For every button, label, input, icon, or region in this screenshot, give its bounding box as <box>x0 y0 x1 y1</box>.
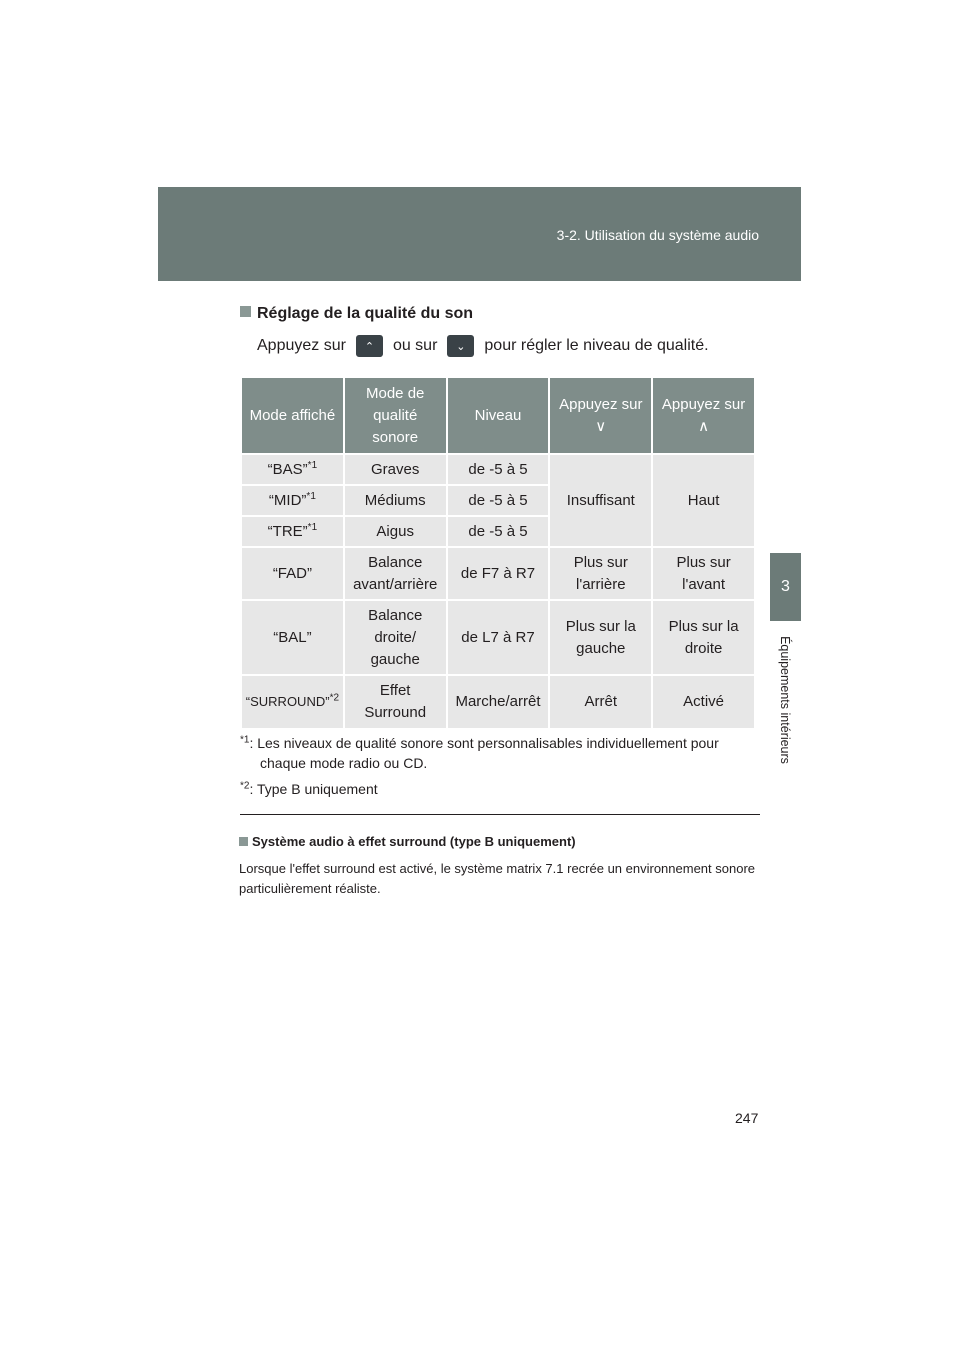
footnote-1-text: : Les niveaux de qualité sonore sont personnalisables individuellement pour <box>249 735 719 751</box>
square-bullet-icon <box>239 837 248 846</box>
footnote-mark: *1 <box>306 490 316 502</box>
instruction-before: Appuyez sur <box>257 337 346 354</box>
table-row <box>241 547 755 600</box>
header-press-up: Appuyez sur ∧ <box>652 377 755 454</box>
level-cell: de L7 à R7 <box>447 600 550 675</box>
press-up-cell: Plus sur l'avant <box>652 547 755 600</box>
instruction-after: pour régler le niveau de qualité. <box>484 337 709 354</box>
section-divider <box>240 814 760 815</box>
header-press-down: Appuyez sur ∨ <box>549 377 652 454</box>
mode-cell: “SURROUND”$^{*2}$ <box>241 675 344 729</box>
mode-cell: “FAD” <box>241 547 344 600</box>
chapter-number: 3 <box>781 578 790 595</box>
level-cell: de F7 à R7 <box>447 547 550 600</box>
section-heading-text: Réglage de la qualité du son <box>257 305 474 322</box>
press-down-cell: Plus sur la gauche <box>549 600 652 675</box>
note-text: Lorsque l'effet surround est activé, le système matrix 7.1 recrée un environnement sonore particulièrement réaliste. <box>239 861 756 896</box>
quality-cell: Balance avant/arrière <box>344 547 447 600</box>
footnote-mark: *1 <box>307 459 318 471</box>
table-row <box>241 675 755 729</box>
table-row <box>241 454 755 485</box>
instruction-line <box>257 335 709 357</box>
note-heading <box>239 834 576 849</box>
header-mode: Mode affiché <box>241 377 344 454</box>
press-up-merged-cell: Haut <box>652 454 755 547</box>
press-down-merged-cell: Insuffisant <box>549 454 652 547</box>
level-cell: de -5 à 5 <box>447 516 550 547</box>
up-button-icon: ⌃ <box>356 335 383 357</box>
down-button-icon: ⌄ <box>447 335 474 357</box>
level-cell: de -5 à 5 <box>447 454 550 485</box>
chapter-tab <box>770 553 801 621</box>
instruction-middle: ou sur <box>392 337 438 354</box>
square-bullet-icon <box>240 306 251 317</box>
quality-cell: Aigus <box>344 516 447 547</box>
press-down-cell: Arrêt <box>549 675 652 729</box>
table-header-row <box>241 377 755 454</box>
footnote-2 <box>240 781 378 797</box>
press-up-cell: Activé <box>652 675 755 729</box>
footnote-1-mark: *1 <box>240 734 250 746</box>
quality-cell: Médiums <box>344 485 447 516</box>
quality-cell: Graves <box>344 454 447 485</box>
press-down-cell: Plus sur l'arrière <box>549 547 652 600</box>
quality-cell: Balance droite/ gauche <box>344 600 447 675</box>
chapter-side-label: Équipements intérieurs <box>778 636 792 764</box>
header-quality: Mode de qualité sonore <box>344 377 447 454</box>
level-cell: Marche/arrêt <box>447 675 550 729</box>
header-level: Niveau <box>447 377 550 454</box>
chapter-header <box>158 187 801 281</box>
mode-cell: “BAS”$^{*1}$ <box>241 454 344 485</box>
mode-cell: “TRE”$^{*1}$ <box>241 516 344 547</box>
section-heading <box>240 305 473 323</box>
footnote-2-text: : Type B uniquement <box>249 781 378 797</box>
footnote-1-continuation: chaque mode radio ou CD. <box>260 755 428 771</box>
footnote-mark: *2 <box>329 692 340 704</box>
level-cell: de -5 à 5 <box>447 485 550 516</box>
chapter-title: 3-2. Utilisation du système audio <box>556 227 759 243</box>
page-number: 247 <box>735 1110 759 1126</box>
note-heading-text: Système audio à effet surround (type B uniquement) <box>252 834 576 849</box>
mode-cell: “MID”$^{*1}$ <box>241 485 344 516</box>
footnote-mark: *1 <box>307 521 318 533</box>
mode-cell: “BAL” <box>241 600 344 675</box>
footnote-2-mark: *2 <box>240 780 250 792</box>
sound-quality-table <box>240 376 756 730</box>
press-up-cell: Plus sur la droite <box>652 600 755 675</box>
footnote-1 <box>240 733 756 773</box>
quality-cell: Effet Surround <box>344 675 447 729</box>
table-row <box>241 600 755 675</box>
